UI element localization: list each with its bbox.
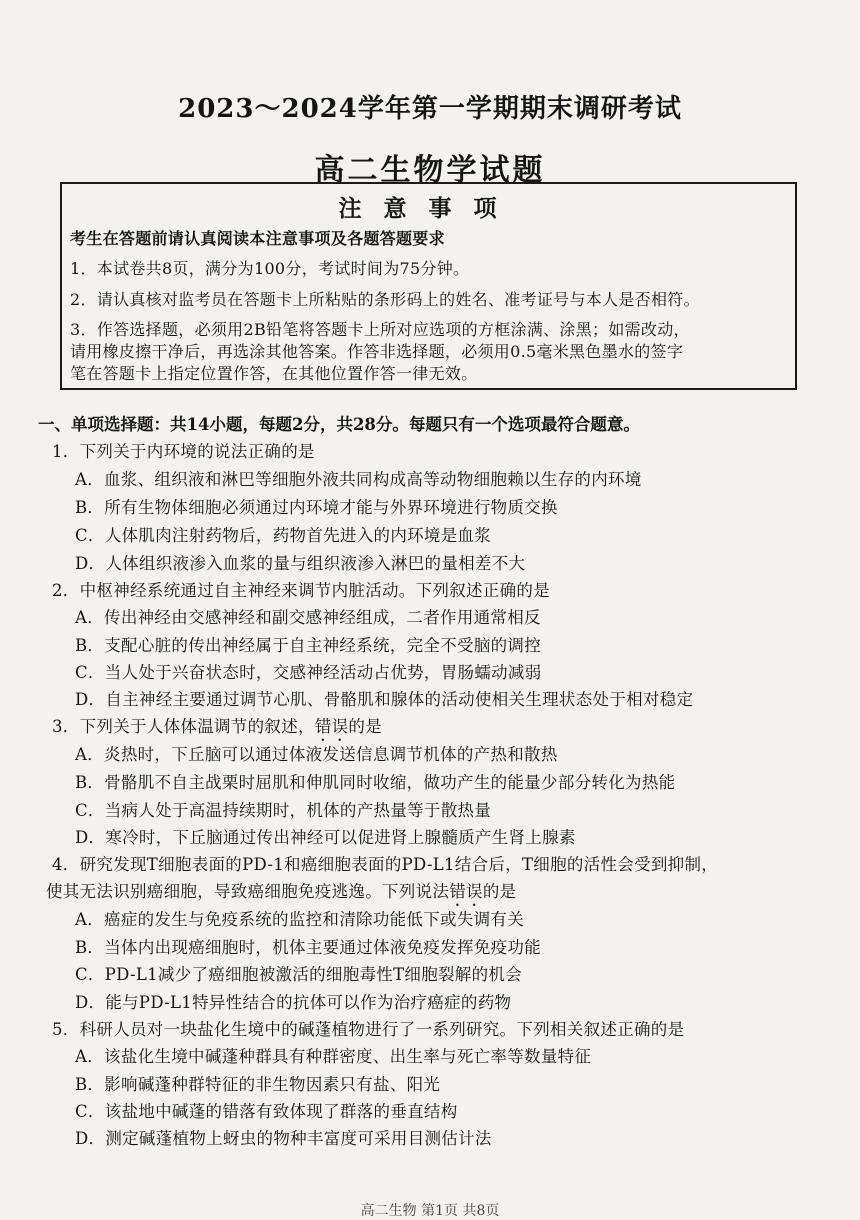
- question-2-option-b: B．支配心脏的传出神经属于自主神经系统，完全不受脑的调控: [75, 636, 542, 655]
- notice-line-5: 笔在答题卡上指定位置作答，在其他位置作答一律无效。: [70, 364, 478, 383]
- exam-title: 2023～2024学年第一学期期末调研考试: [178, 94, 682, 124]
- question-5-option-c: C．该盐地中碱蓬的错落有致体现了群落的垂直结构: [75, 1102, 458, 1121]
- question-4-option-c: C．PD-L1减少了癌细胞被激活的细胞毒性T细胞裂解的机会: [75, 965, 522, 984]
- question-2-option-c: C．当人处于兴奋状态时，交感神经活动占优势，胃肠蠕动减弱: [75, 663, 542, 682]
- question-4-stem-post: 的是: [482, 882, 517, 901]
- question-1-option-b: B．所有生物体细胞必须通过内环境才能与外界环境进行物质交换: [75, 498, 558, 517]
- question-1-option-d: D．人体组织液渗入血浆的量与组织液渗入淋巴的量相差不大: [75, 554, 526, 573]
- question-5-option-a: A．该盐化生境中碱蓬种群具有种群密度、出生率与死亡率等数量特征: [75, 1047, 592, 1066]
- question-3-option-b: B．骨骼肌不自主战栗时屈肌和伸肌同时收缩，做功产生的能量少部分转化为热能: [75, 773, 676, 792]
- question-3-stem-emphasis: 错误: [314, 717, 349, 736]
- question-5-stem: 5．科研人员对一块盐化生境中的碱蓬植物进行了一系列研究。下列相关叙述正确的是: [52, 1020, 685, 1039]
- question-4-stem-pre: 使其无法识别癌细胞，导致癌细胞免疫逃逸。下列说法: [46, 882, 450, 901]
- notice-line-4: 请用橡皮擦干净后，再选涂其他答案。作答非选择题，必须用0.5毫米黑色墨水的签字: [70, 342, 684, 361]
- question-5-option-d: D．测定碱蓬植物上蚜虫的物种丰富度可采用目测估计法: [75, 1129, 492, 1148]
- notice-box: [60, 182, 797, 390]
- question-1-option-c: C．人体肌肉注射药物后，药物首先进入的内环境是血浆: [75, 526, 492, 545]
- question-2-stem: 2．中枢神经系统通过自主神经来调节内脏活动。下列叙述正确的是: [52, 581, 550, 600]
- notice-line-3: 3．作答选择题，必须用2B铅笔将答题卡上所对应选项的方框涂满、涂黑；如需改动，: [70, 320, 690, 339]
- notice-line-2: 2．请认真核对监考员在答题卡上所粘贴的条形码上的姓名、准考证号与本人是否相符。: [70, 290, 700, 309]
- question-4-option-a: A．癌症的发生与免疫系统的监控和清除功能低下或失调有关: [75, 910, 525, 929]
- exam-subtitle: 高二生物学试题: [314, 153, 546, 188]
- question-3-stem-post: 的是: [348, 717, 383, 736]
- question-3-stem-pre: 3．下列关于人体体温调节的叙述，: [52, 717, 315, 736]
- question-3-option-c: C．当病人处于高温持续期时，机体的产热量等于散热量: [75, 801, 492, 820]
- page-footer: 高二生物 第1页 共8页: [360, 1203, 500, 1219]
- question-5-option-b: B．影响碱蓬种群特征的非生物因素只有盐、阳光: [75, 1075, 441, 1094]
- question-2-option-a: A．传出神经由交感神经和副交感神经组成，二者作用通常相反: [75, 608, 541, 627]
- question-3-option-d: D．寒冷时，下丘脑通过传出神经可以促进肾上腺髓质产生肾上腺素: [75, 828, 576, 847]
- question-3-option-a: A．炎热时，下丘脑可以通过体液发送信息调节机体的产热和散热: [75, 745, 558, 764]
- question-1-option-a: A．血浆、组织液和淋巴等细胞外液共同构成高等动物细胞赖以生存的内环境: [75, 470, 642, 489]
- question-4-option-b: B．当体内出现癌细胞时，机体主要通过体液免疫发挥免疫功能: [75, 938, 542, 957]
- notice-line-1: 1．本试卷共8页，满分为100分，考试时间为75分钟。: [70, 259, 470, 278]
- question-1-stem: 1．下列关于内环境的说法正确的是: [52, 442, 315, 461]
- question-4-stem: 4．研究发现T细胞表面的PD-1和癌细胞表面的PD-L1结合后，T细胞的活性会受到抑制，: [52, 855, 719, 874]
- question-2-option-d: D．自主神经主要通过调节心肌、骨骼肌和腺体的活动使相关生理状态处于相对稳定: [75, 690, 694, 709]
- section-heading: 一、单项选择题：共14小题，每题2分，共28分。每题只有一个选项最符合题意。: [38, 415, 640, 434]
- question-4-option-d: D．能与PD-L1特异性结合的抗体可以作为治疗癌症的药物: [75, 993, 512, 1012]
- notice-heading: 注意事项: [338, 195, 519, 222]
- question-4-stem-emphasis: 错误: [449, 882, 483, 901]
- notice-intro: 考生在答题前请认真阅读本注意事项及各题答题要求: [70, 229, 445, 248]
